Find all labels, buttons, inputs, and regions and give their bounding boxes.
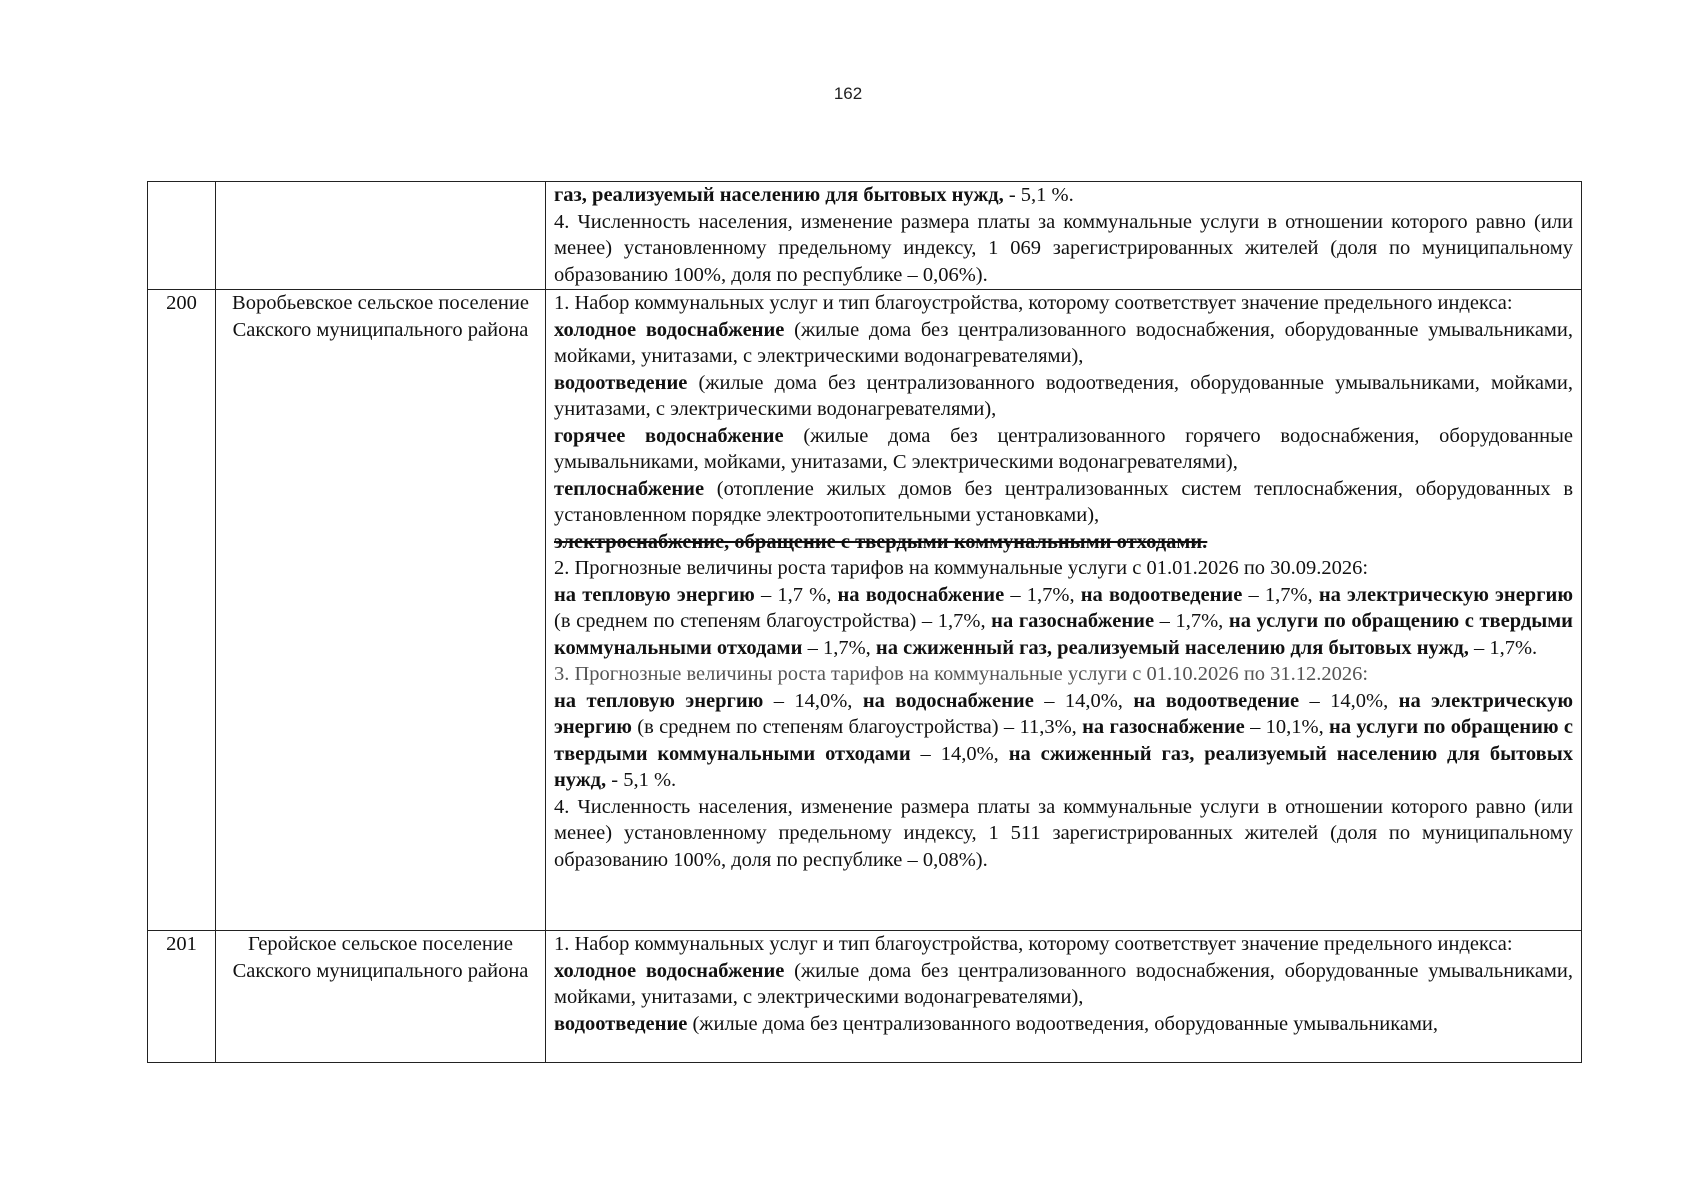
bold-text: на услуги по обращению с твердыми коммунальными отходами xyxy=(554,610,1573,659)
text-run: - 5,1 %. xyxy=(606,769,677,791)
bold-text: на тепловую энергию xyxy=(554,689,764,712)
bold-text: на водоснабжение xyxy=(862,689,1034,712)
bold-text: на газоснабжение xyxy=(991,610,1155,632)
paragraph xyxy=(554,370,1573,423)
table-row xyxy=(148,182,1582,290)
bold-text: на услуги по обращению с твердыми коммунальными отходами xyxy=(554,716,1573,765)
text-run: (жилые дома без централизованного водоснабжения, оборудованные умывальниками, мойками, унитазами, с электрическими водонагревателями), xyxy=(554,959,1573,1008)
paragraph xyxy=(554,290,1573,317)
paragraph xyxy=(554,555,1573,582)
bold-text: холодное водоснабжение xyxy=(554,318,785,341)
text-run: – 14,0%, xyxy=(1299,689,1399,712)
paragraph xyxy=(554,182,1573,209)
paragraph xyxy=(554,529,1573,556)
text-run: 4. Численность населения, изменение размера платы за коммунальные услуги в отношении которого равно (или менее) установленному предельному индексу, 1 069 зарегистрированных жителей (доля по муниципальному образованию 100%, доля по республике – 0,06%). xyxy=(554,210,1573,286)
text-run: – 1,7 %, xyxy=(754,583,838,606)
text-run: 3. Прогнозные величины роста тарифов на коммунальные услуги с 01.10.2026 по 31.12.2026: xyxy=(554,663,1369,685)
paragraph xyxy=(554,423,1573,476)
text-run: (жилые дома без централизованного водоотведения, оборудованные умывальниками, мойками, унитазами, с электрическими водонагревателями), xyxy=(554,371,1573,420)
bold-text: на водоотведение xyxy=(1080,583,1243,606)
paragraph xyxy=(554,794,1573,874)
text-run: (в среднем по степеням благоустройства) – 1,7%, xyxy=(554,610,992,632)
text-run: – 10,1%, xyxy=(1244,716,1330,738)
paragraph xyxy=(554,476,1573,529)
text-run: 1. Набор коммунальных услуг и тип благоустройства, которому соответствует значение предельного индекса: xyxy=(554,292,1513,314)
table-row xyxy=(148,931,1582,1063)
bold-text: водоотведение xyxy=(554,371,688,394)
row-number: 200 xyxy=(148,290,216,931)
bold-text: газ, реализуемый населению для бытовых нужд, xyxy=(554,184,1004,206)
bold-text: на электрическую энергию xyxy=(1318,583,1573,606)
row-description xyxy=(546,931,1582,1063)
page-number: 162 xyxy=(833,84,863,103)
text-run: 4. Численность населения, изменение размера платы за коммунальные услуги в отношении которого равно (или менее) установленному предельному индексу, 1 511 зарегистрированных жителей (доля по муниципальному образованию 100%, доля по республике – 0,08%). xyxy=(554,795,1573,871)
bold-text: на электрическую энергию xyxy=(554,689,1573,738)
text-run: – 1,7%, xyxy=(1004,583,1081,606)
paragraph xyxy=(554,931,1573,958)
text-run: – 14,0%, xyxy=(763,689,863,712)
paragraph xyxy=(554,582,1573,662)
paragraph xyxy=(554,317,1573,370)
municipality-name xyxy=(216,182,546,290)
bold-text: на водоотведение xyxy=(1133,689,1300,712)
bold-text: электроснабжение, обращение с твердыми коммунальными отходами. xyxy=(554,530,1208,553)
text-run: (отопление жилых домов без централизованных систем теплоснабжения, оборудованных в установленном порядке электроотопительными установками), xyxy=(554,477,1573,526)
text-run: – 14,0%, xyxy=(910,742,1009,765)
bold-text: водоотведение xyxy=(554,1012,688,1035)
text-run: (в среднем по степеням благоустройства) – 11,3%, xyxy=(631,716,1083,738)
text-run: - 5,1 %. xyxy=(1003,184,1074,206)
text-run: 2. Прогнозные величины роста тарифов на коммунальные услуги с 01.01.2026 по 30.09.2026: xyxy=(554,557,1369,579)
municipality-name: Воробьевское сельское поселение Сакского муниципального района xyxy=(216,290,546,931)
tariff-table xyxy=(147,181,1582,1063)
text-run: – 14,0%, xyxy=(1033,689,1134,712)
bold-text: на тепловую энергию xyxy=(554,583,755,606)
table-row xyxy=(148,290,1582,931)
bold-text: на сжиженный газ, реализуемый населению для бытовых нужд, xyxy=(875,636,1469,659)
bold-text: теплоснабжение xyxy=(554,477,705,500)
text-run: – 1,7%. xyxy=(1468,636,1538,659)
paragraph xyxy=(554,661,1573,688)
text-run: – 1,7%, xyxy=(802,636,876,659)
row-number xyxy=(148,182,216,290)
text-run: (жилые дома без централизованного горячего водоснабжения, оборудованные умывальниками, мойками, унитазами, С электрическими водонагревателями), xyxy=(554,424,1573,473)
text-run: – 1,7%, xyxy=(1242,583,1319,606)
text-run: (жилые дома без централизованного водоснабжения, оборудованные умывальниками, мойками, унитазами, с электрическими водонагревателями), xyxy=(554,318,1573,367)
bold-text: холодное водоснабжение xyxy=(554,959,785,982)
row-description xyxy=(546,182,1582,290)
row-number: 201 xyxy=(148,931,216,1063)
bold-text: горячее водоснабжение xyxy=(554,424,784,447)
paragraph xyxy=(554,209,1573,289)
row-description xyxy=(546,290,1582,931)
paragraph xyxy=(554,958,1573,1011)
bold-text: на сжиженный газ, реализуемый населению для бытовых нужд, xyxy=(554,742,1573,791)
bold-text: на газоснабжение xyxy=(1082,716,1245,738)
text-run: (жилые дома без централизованного водоотведения, оборудованные умывальниками, xyxy=(687,1012,1439,1035)
paragraph xyxy=(554,688,1573,794)
paragraph xyxy=(554,1011,1573,1038)
bold-text: на водоснабжение xyxy=(837,583,1005,606)
text-run: 1. Набор коммунальных услуг и тип благоустройства, которому соответствует значение предельного индекса: xyxy=(554,933,1513,955)
text-run: – 1,7%, xyxy=(1154,610,1229,632)
municipality-name: Геройское сельское поселение Сакского муниципального района xyxy=(216,931,546,1063)
